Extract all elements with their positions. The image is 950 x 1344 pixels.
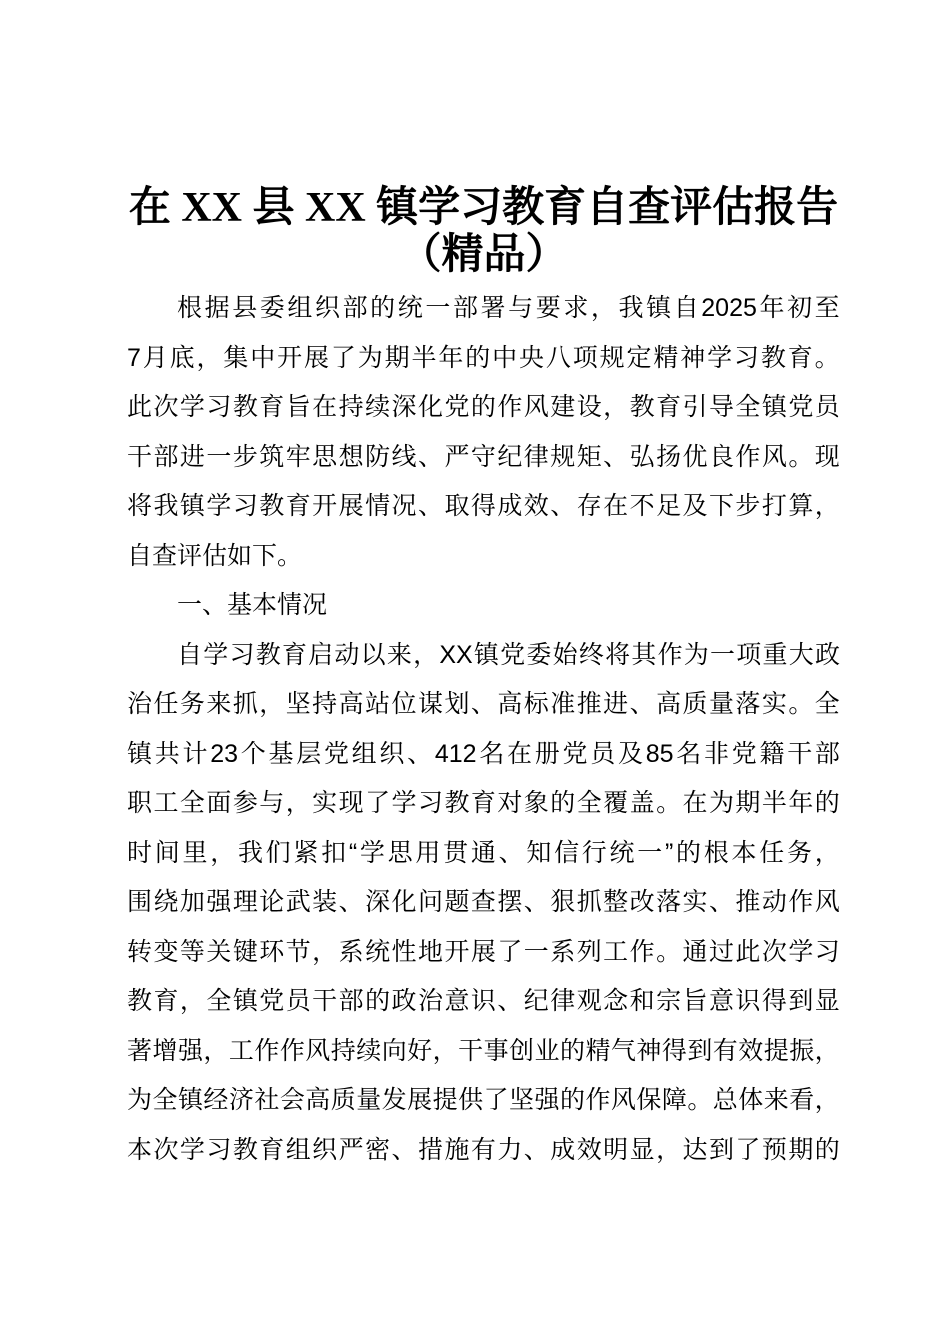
text-line: 治 任 务 来 抓 ， 坚 持 高 站 位 谋 划 、 高 标 准 推 进 、 高 质 量 落 实 。 全: [127, 690, 840, 718]
text-line: 本 次 学 习 教 育 组 织 严 密 、 措 施 有 力 、 成 效 明 显 ， 达 到 了 预 期 的: [127, 1135, 840, 1164]
text-line: 根 据 县 委 组 织 部 的 统 一 部 署 与 要 求 ， 我 镇 自 2025 年 初 至: [177, 294, 840, 322]
text-line: 为 全 镇 经 济 社 会 高 质 量 发 展 提 供 了 坚 强 的 作 风 保 障 。 总 体 来 看 ，: [127, 1086, 840, 1114]
text-line: 自查评估如下。: [127, 541, 303, 570]
text-line: 围 绕 加 强 理 论 武 装 、 深 化 问 题 查 摆 、 狠 抓 整 改 落 实 、 推 动 作 风: [127, 888, 840, 916]
document-content: [127, 185, 840, 1175]
text-line: 此 次 学 习 教 育 旨 在 持 续 深 化 党 的 作 风 建 设 ， 教 育 引 导 全 镇 党 员: [127, 393, 840, 421]
paragraph: [127, 631, 840, 1176]
text-line: 著 增 强 ， 工 作 作 风 持 续 向 好 ， 干 事 创 业 的 精 气 神 得 到 有 效 提 振 ，: [127, 1036, 840, 1065]
text-line: 镇 共 计 23 个 基 层 党 组 织 、 412 名 在 册 党 员 及 85 名 非 党 籍 干 部: [127, 739, 840, 768]
title-line: 在 XX 县 XX 镇学习教育自查评估报告: [128, 185, 839, 231]
text-line: 教 育 ， 全 镇 党 员 干 部 的 政 治 意 识 、 纪 律 观 念 和 宗 旨 意 识 得 到 显: [127, 987, 840, 1015]
text-line: 7 月 底 ， 集 中 开 展 了 为 期 半 年 的 中 央 八 项 规 定 精 神 学 习 教 育 。: [127, 343, 840, 372]
text-line: 转 变 等 关 键 环 节 ， 系 统 性 地 开 展 了 一 系 列 工 作 。 通 过 此 次 学 习: [127, 937, 840, 966]
paragraph: [127, 284, 840, 581]
document-title: [127, 185, 840, 279]
section-heading: [127, 581, 840, 631]
title-line: （精品）: [399, 232, 568, 278]
text-line: 干 部 进 一 步 筑 牢 思 想 防 线 、 严 守 纪 律 规 矩 、 弘 扬 优 良 作 风 。 现: [127, 442, 840, 471]
text-line: 将 我 镇 学 习 教 育 开 展 情 况 、 取 得 成 效 、 存 在 不 足 及 下 步 打 算 ，: [127, 492, 840, 520]
text-line: 一、基本情况: [177, 591, 328, 619]
document-blocks: [127, 284, 840, 1175]
text-line: 自 学 习 教 育 启 动 以 来 ， XX 镇 党 委 始 终 将 其 作 为 一 项 重 大 政: [177, 640, 840, 669]
text-line: 职 工 全 面 参 与 ， 实 现 了 学 习 教 育 对 象 的 全 覆 盖 。 在 为 期 半 年 的: [127, 789, 840, 817]
text-line: 时 间 里 ， 我 们 紧 扣 “ 学 思 用 贯 通 、 知 信 行 统 一 ” 的 根 本 任 务 ，: [127, 838, 840, 867]
